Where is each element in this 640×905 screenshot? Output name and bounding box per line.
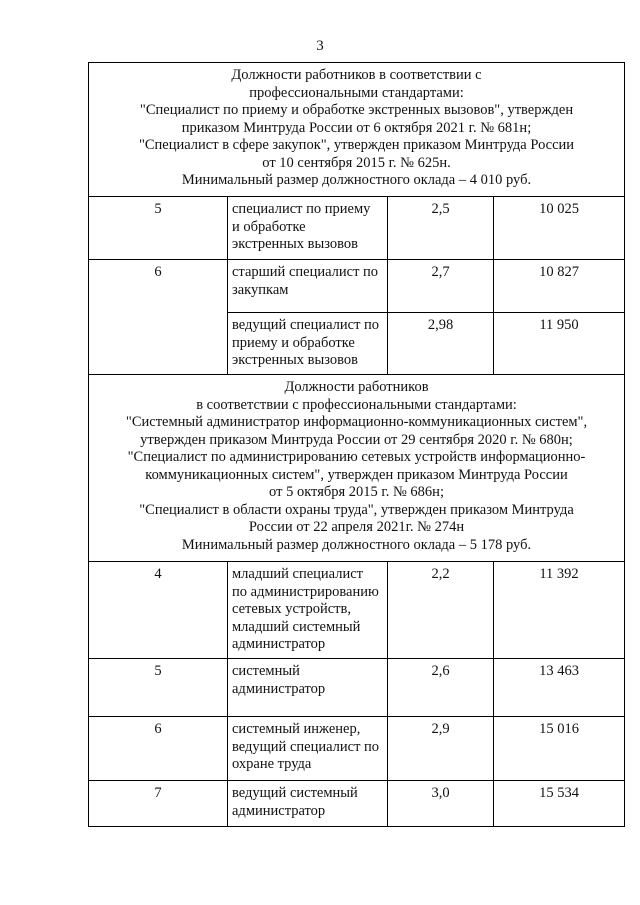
header-line: "Специалист в области охраны труда", утвержден приказом Минтруда: [139, 501, 574, 518]
position-line: охране труда: [232, 756, 312, 772]
level-cell: 5: [89, 197, 228, 260]
position-line: администратор: [232, 636, 326, 652]
table-row: [89, 659, 625, 717]
coef-cell: 3,0: [388, 781, 494, 827]
table-row: [89, 781, 625, 827]
level-cell: 4: [89, 562, 228, 659]
salary-cell: 11 392: [494, 562, 625, 659]
coef-cell: 2,98: [388, 313, 494, 375]
position-line: закупкам: [232, 281, 289, 298]
table-row: [89, 260, 625, 313]
position-cell: [228, 717, 388, 781]
header-line: Должности работников: [284, 379, 429, 395]
header-line: "Специалист по администрированию сетевых устройств информационно-: [127, 449, 586, 465]
salary-cell: 10 827: [494, 260, 625, 313]
position-line: по администрированию: [232, 583, 379, 600]
position-line: младший специалист: [232, 566, 364, 582]
header-line: от 5 октября 2015 г. № 686н;: [269, 484, 444, 500]
header-line: "Специалист в сфере закупок", утвержден приказом Минтруда России: [138, 137, 575, 153]
position-line: приему и обработке: [232, 334, 355, 351]
coef-cell: 2,9: [388, 717, 494, 781]
position-line: ведущий специалист по: [232, 317, 380, 333]
position-line: экстренных вызовов: [232, 352, 359, 368]
position-cell: [228, 562, 388, 659]
header-line: "Системный администратор информационно-коммуникационных систем",: [125, 414, 588, 430]
position-line: администратор: [232, 680, 326, 697]
header-line: профессиональными стандартами:: [249, 84, 464, 101]
header-line: Минимальный размер должностного оклада – 5 178 руб.: [181, 536, 532, 553]
header-line: приказом Минтруда России от 6 октября 2021 г. № 681н;: [181, 119, 532, 136]
header-line: коммуникационных систем", утвержден приказом Минтруда России: [145, 466, 568, 483]
position-cell: [228, 313, 388, 375]
position-line: специалист по приему: [232, 201, 371, 217]
header-line: Минимальный размер должностного оклада – 4 010 руб.: [181, 172, 532, 188]
table-row: [89, 562, 625, 659]
coef-cell: 2,2: [388, 562, 494, 659]
position-line: и обработке: [232, 218, 306, 235]
header-line: утвержден приказом Минтруда России от 29 сентября 2020 г. № 680н;: [140, 431, 573, 448]
header-line: "Специалист по приему и обработке экстренных вызовов", утвержден: [139, 102, 574, 118]
table-row: [89, 717, 625, 781]
section-header: [89, 375, 625, 562]
position-line: младший системный: [232, 618, 361, 635]
position-line: сетевых устройств,: [232, 601, 351, 617]
position-line: системный: [232, 663, 300, 679]
salary-cell: 13 463: [494, 659, 625, 717]
header-line: от 10 сентября 2015 г. № 625н.: [262, 154, 451, 171]
position-line: ведущий специалист по: [232, 738, 380, 755]
level-cell: 7: [89, 781, 228, 827]
salary-cell: 15 016: [494, 717, 625, 781]
coef-cell: 2,6: [388, 659, 494, 717]
position-line: старший специалист по: [232, 264, 379, 280]
salary-cell: 10 025: [494, 197, 625, 260]
salary-cell: 11 950: [494, 313, 625, 375]
position-line: экстренных вызовов: [232, 236, 359, 252]
position-cell: [228, 260, 388, 313]
header-line: Должности работников в соответствии с: [231, 67, 482, 83]
header-line: России от 22 апреля 2021г. № 274н: [248, 519, 465, 535]
coef-cell: 2,7: [388, 260, 494, 313]
level-cell: 6: [89, 260, 228, 375]
coef-cell: 2,5: [388, 197, 494, 260]
position-cell: [228, 197, 388, 260]
position-cell: [228, 659, 388, 717]
section-header-row: [89, 375, 625, 562]
position-line: системный инженер,: [232, 721, 361, 737]
level-cell: 5: [89, 659, 228, 717]
position-line: администратор: [232, 802, 326, 819]
position-line: ведущий системный: [232, 785, 358, 801]
salary-cell: 15 534: [494, 781, 625, 827]
table-row: [89, 197, 625, 260]
header-line: в соответствии с профессиональными стандартами:: [196, 396, 517, 413]
section-header-row: [89, 63, 625, 197]
position-cell: [228, 781, 388, 827]
level-cell: 6: [89, 717, 228, 781]
section-header: [89, 63, 625, 197]
salary-table: [88, 62, 625, 827]
page-number: 3: [316, 38, 324, 54]
